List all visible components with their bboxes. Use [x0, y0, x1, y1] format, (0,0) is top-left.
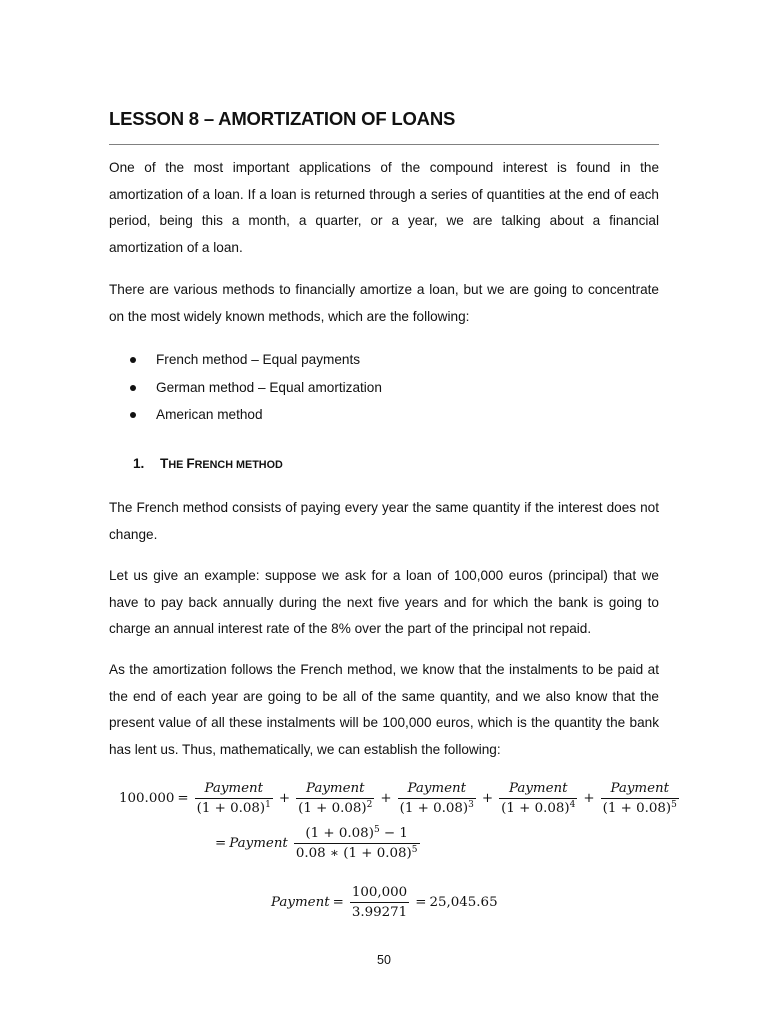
- payment-term: Payment: [610, 781, 670, 796]
- equals-sign: =: [215, 836, 227, 851]
- plus-sign: +: [380, 791, 392, 806]
- annuity-equation: [212, 826, 423, 861]
- list-item: [109, 346, 659, 374]
- equals-sign: =: [415, 895, 427, 910]
- exponent: 1: [265, 800, 271, 810]
- discount-base: (1 + 0.08): [501, 801, 570, 816]
- result-numerator: 100,000: [351, 885, 408, 900]
- bullet-icon: [130, 357, 136, 363]
- result-denominator: 3.99271: [350, 902, 409, 920]
- list-item-label: American method: [156, 407, 263, 423]
- payment-term: Payment: [407, 781, 467, 796]
- section-title-part: RENCH METHOD: [194, 459, 283, 471]
- result-fraction: [350, 885, 409, 920]
- example-paragraph: Let us give an example: suppose we ask for a loan of 100,000 euros (principal) that we have to pay back annually during the next five years and for which the bank is going to charge an annual interest rate of the 8% over the part of the principal not repaid.: [109, 568, 659, 637]
- exponent: 5: [411, 845, 418, 855]
- page-title: LESSON 8 – AMORTIZATION OF LOANS: [109, 108, 456, 129]
- section-heading: [133, 456, 283, 471]
- principal-value: 100.000: [119, 791, 175, 806]
- title-divider: [109, 144, 659, 145]
- instalments-paragraph: As the amortization follows the French method, we know that the instalments to be paid at the end of each year are going to be all of the same quantity, and we also know that the present value of all these instalments will be 100,000 euros, which is the quantity the bank has lent us. Thus, mathematically, we can establish the following:: [109, 662, 659, 758]
- discount-base: (1 + 0.08): [196, 801, 266, 816]
- exponent: 5: [671, 800, 677, 810]
- list-item: [109, 401, 659, 429]
- page-number: 50: [377, 953, 391, 967]
- equals-sign: =: [332, 895, 344, 910]
- list-item: [109, 374, 659, 402]
- discount-base: (1 + 0.08): [602, 801, 672, 816]
- payment-fraction: [195, 781, 273, 816]
- present-value-equation: [119, 781, 682, 816]
- bullet-icon: [130, 412, 136, 418]
- intro-paragraph: One of the most important applications of the compound interest is found in the amortization of a loan. If a loan is returned through a series of quantities at the end of each period, being this a month, a quarter, or a year, we are talking about a financial amortization of a loan.: [109, 160, 659, 256]
- payment-term: Payment: [305, 781, 365, 796]
- exponent: 3: [468, 800, 474, 810]
- french-method-paragraph: The French method consists of paying every year the same quantity if the interest does not change.: [109, 500, 659, 542]
- payment-term: Payment: [508, 781, 568, 796]
- section-title-part: T: [160, 456, 169, 471]
- exponent: 4: [569, 800, 576, 810]
- payment-term: Payment: [271, 895, 330, 910]
- annuity-fraction: [294, 826, 420, 861]
- payment-value: 25,045.65: [429, 895, 498, 910]
- discount-base: (1 + 0.08): [298, 801, 367, 816]
- list-item-label: German method – Equal amortization: [156, 379, 382, 395]
- payment-fraction: [601, 781, 679, 816]
- annuity-numerator: (1 + 0.08): [305, 826, 374, 841]
- methods-paragraph: There are various methods to financially amortize a loan, but we are going to concentrate on the most widely known methods, which are the following:: [109, 282, 659, 324]
- discount-base: (1 + 0.08): [399, 801, 469, 816]
- plus-sign: +: [481, 791, 494, 806]
- payment-fraction: [296, 781, 374, 816]
- section-title-part: F: [186, 456, 195, 471]
- plus-sign: +: [278, 791, 291, 806]
- exponent: 2: [366, 800, 373, 810]
- equals-sign: =: [177, 791, 189, 806]
- annuity-denominator: 0.08 ∗ (1 + 0.08): [295, 846, 412, 861]
- list-item-label: French method – Equal payments: [156, 352, 361, 367]
- payment-term: Payment: [204, 781, 264, 796]
- methods-list: [109, 346, 659, 429]
- plus-sign: +: [583, 791, 595, 806]
- section-title-part: HE: [168, 459, 187, 471]
- payment-result-equation: [271, 885, 498, 920]
- payment-fraction: [499, 781, 577, 816]
- payment-fraction: [398, 781, 476, 816]
- exponent: 5: [373, 825, 380, 835]
- section-number: 1.: [133, 456, 145, 471]
- bullet-icon: [130, 385, 136, 391]
- annuity-numerator-tail: − 1: [379, 826, 408, 841]
- payment-term: Payment: [229, 836, 288, 851]
